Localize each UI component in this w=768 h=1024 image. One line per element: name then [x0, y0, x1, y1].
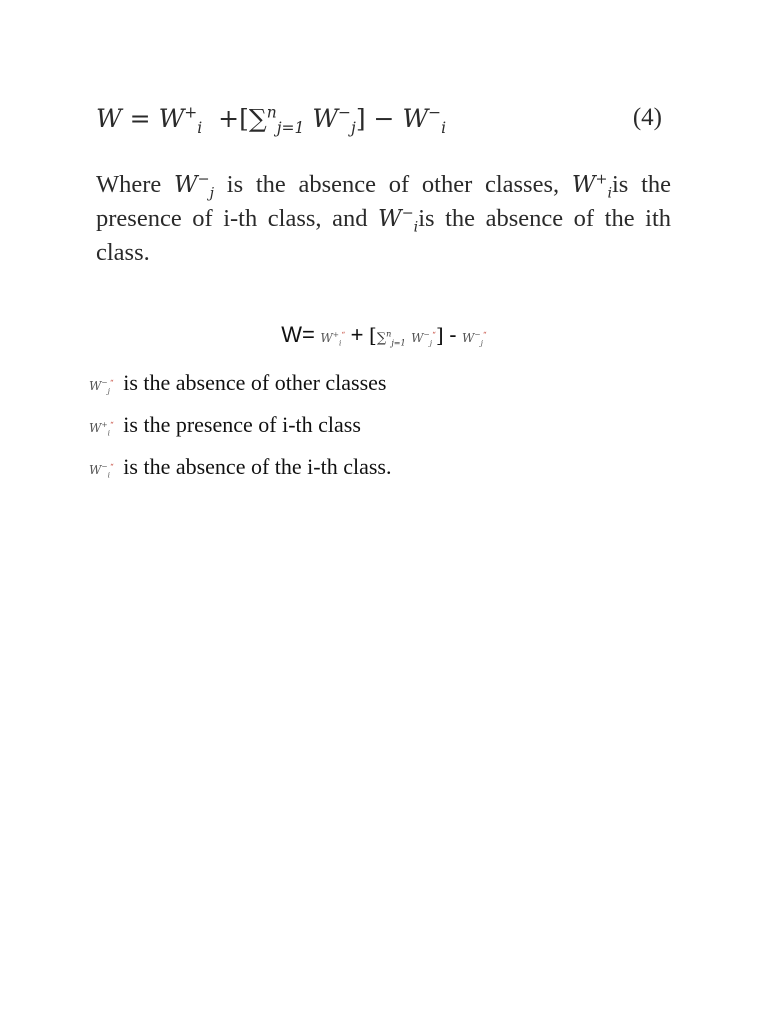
equation-equals: =	[129, 104, 151, 133]
small-eq-plus: +	[350, 322, 364, 347]
where-word: Where	[96, 171, 162, 198]
where-text-part3: is the absence of the ith class.	[96, 205, 671, 266]
equation-plus: +	[218, 104, 240, 133]
main-equation	[96, 100, 666, 140]
definition-symbol: $W^-_j^“$	[89, 378, 114, 396]
definition-text: is the absence of other classes	[123, 370, 387, 395]
equation-bracket-open: [	[239, 104, 249, 133]
small-eq-lead: W=	[281, 322, 315, 347]
definition-row	[89, 450, 689, 492]
where-sym-w-i-plus: $W^+_i$	[571, 171, 612, 202]
small-eq-sym-w-i-plus: $W^+_i^“$	[320, 330, 346, 348]
small-equation	[0, 322, 768, 348]
equation-bracket-close: ]	[355, 104, 366, 133]
where-text-part2: is the presence of i-th class, and	[96, 171, 671, 232]
definition-row	[89, 408, 689, 450]
where-text-part1: is the absence of other classes,	[214, 171, 572, 198]
definition-row	[89, 366, 689, 408]
small-eq-sym-w-j-minus: $W^-_j^“$	[411, 330, 436, 348]
definition-symbol: $W^+_i^“$	[89, 420, 114, 438]
equation-term-w-i-minus: $W^-_i$	[402, 103, 447, 137]
equation-formula	[96, 103, 447, 137]
definition-text: is the absence of the i-th class.	[123, 454, 392, 479]
equation-term-w-i-plus: $W^+_i$	[158, 103, 203, 137]
definitions-list	[89, 366, 689, 492]
small-eq-bracket-close: ]	[435, 323, 444, 347]
equation-lhs: W	[96, 104, 122, 133]
equation-term-w-j-minus: $W^-_j$	[312, 103, 356, 137]
definition-symbol: $W^-_i^“$	[89, 462, 114, 480]
where-paragraph	[96, 168, 671, 270]
equation-sigma: ∑$^n_{j=1}$	[248, 103, 305, 137]
definition-text: is the presence of i-th class	[123, 412, 361, 437]
small-eq-sigma: ∑$^n_{j=1}$	[376, 329, 406, 348]
equation-number: (4)	[632, 104, 662, 131]
where-sym-w-j-minus: $W^-_j$	[174, 171, 215, 202]
small-eq-sym-w-j-minus-2: $W^-_j^“$	[462, 330, 487, 348]
equation-minus: −	[373, 104, 395, 133]
where-sym-w-i-minus: $W^-_i$	[378, 205, 419, 236]
small-eq-minus: -	[449, 322, 457, 347]
small-eq-bracket-open: [	[369, 323, 377, 347]
